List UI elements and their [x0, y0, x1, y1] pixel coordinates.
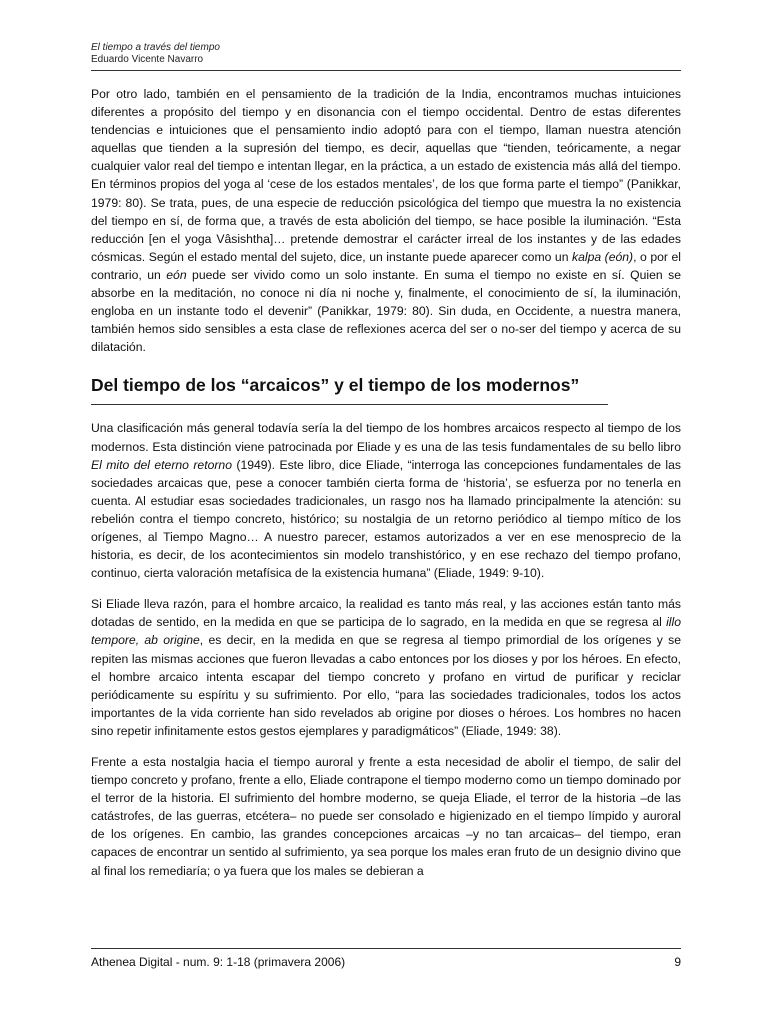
latin-phrase: illo tempore, ab origine [91, 615, 681, 648]
body-text [91, 85, 681, 893]
running-footer [91, 955, 681, 969]
journal-citation: Athenea Digital - num. 9: 1-18 (primavera 2006) [91, 955, 346, 969]
paragraph-3: Si Eliade lleva razón, para el hombre arcaico, la realidad es tanto más real, y las acciones están tanto más dotadas de sentido, en la medida en que se participa de lo sagrado, en la medida en que se regresa al illo tempore, ab origine, es decir, en la medida en que se regresa al tiempo primordial de los orígenes y se repiten las mismas acciones que fueron llevadas a cabo entonces por los dioses y por los héroes. En efecto, el hombre arcaico intenta escapar del tiempo concreto y profano en virtud de purificar y reciclar periódicamente su espíritu y su sufrimiento. Por ello, “para las sociedades tradicionales, todos los actos importantes de la vida corriente han sido revelados ab origine por dioses o héroes. Los hombres no hacen sino repetir infinitamente estos gestos ejemplares y paradigmáticos” (Eliade, 1949: 38). [91, 597, 682, 738]
header-title: El tiempo a través del tiempo [91, 42, 220, 53]
header-author: Eduardo Vicente Navarro [91, 54, 204, 65]
kalpa-term: kalpa (eón) [572, 249, 634, 264]
paragraph-2: Una clasificación más general todavía sería la del tiempo de los hombres arcaicos respecto al tiempo de los modernos. Esta distinción viene patrocinada por Eliade y es una de las tesis fundamentales de su bello libro El mito del eterno retorno (1949). Este libro, dice Eliade, “interroga las concepciones fundamentales de las sociedades arcaicas que, pese a conocer también cierta forma de ‘historia’, se esfuerza por no tenerla en cuenta. Al estudiar esas sociedades tradicionales, un rasgo nos ha llamado principalmente la atención: su rebelión contra el tiempo concreto, histórico; su nostalgia de un retorno periódico al tiempo mítico de los orígenes, al Tiempo Magno… A nuestro parecer, estamos autorizados a ver en ese menosprecio de la historia, es decir, de los acontecimientos sin modelo transhistórico, y en ese rechazo del tiempo profano, continuo, cierta valoración metafísica de la existencia humana” (Eliade, 1949: 9-10). [91, 421, 681, 581]
section-heading: Del tiempo de los “arcaicos” y el tiempo de los modernos” [91, 375, 580, 396]
paragraph-1: Por otro lado, también en el pensamiento de la tradición de la India, encontramos muchas intuiciones diferentes a propósito del tiempo y en disonancia con el tiempo occidental. Dentro de estas diferentes tendencias e intuiciones que el pensamiento indio adoptó para con el tiempo, llaman nuestra atención aquellas que tienden a la supresión del tiempo, es decir, aquellas que “tienden, teóricamente, a negar cualquier valor real del tiempo e intentan llegar, en la práctica, a un estado de existencia más allá del tiempo. En términos propios del yoga al ‘cese de los estados mentales’, de los que forma parte el tiempo” (Panikkar, 1979: 80). Se trata, pues, de una especie de reducción psicológica del tiempo que muestra la no existencia del tiempo en sí, de forma que, a través de esta abolición del tiempo, se hace posible la iluminación. “Esta reducción [en el yoga Vâsishtha]… pretende demostrar el carácter irreal de los instantes y de las edades cósmicas. Según el estado mental del sujeto, dice, un instante puede aparecer como un kalpa (eón), o por el contrario, un eón puede ser vivido como un solo instante. En suma el tiempo no existe en sí. Quien se absorbe en la meditación, no conoce ni día ni noche y, finalmente, el conocimiento de sí, la iluminación, engloba en un instante todo el devenir” (Panikkar, 1979: 80). Sin duda, en Occidente, a nuestra manera, también hemos sido sensibles a esta clase de reflexiones acerca del ser o no-ser del tiempo y acerca de su dilatación. [91, 87, 681, 355]
running-header [91, 42, 681, 66]
header-divider [91, 70, 681, 71]
book-title: El mito del eterno retorno [91, 457, 232, 472]
footer-divider [91, 948, 681, 949]
eon-term: eón [166, 267, 187, 282]
paragraph-4: Frente a esta nostalgia hacia el tiempo auroral y frente a esta necesidad de abolir el tiempo, de salir del tiempo concreto y profano, frente a ello, Eliade contrapone el tiempo moderno como un tiempo dominado por el terror de la historia. El sufrimiento del hombre moderno, se queja Eliade, el terror de la historia –de las catástrofes, de las guerras, etcétera– no puede ser consolado e higienizado en el tiempo límpido y auroral de los orígenes. En cambio, las grandes concepciones arcaicas –y no tan arcaicas– del tiempo, eran capaces de encontrar un sentido al sufrimiento, ya sea porque los males eran fruto de un designio divino que al final los remediaría; o ya fuera que los males se debieran a [91, 755, 681, 878]
section-divider [91, 404, 608, 405]
page-number: 9 [674, 955, 681, 969]
